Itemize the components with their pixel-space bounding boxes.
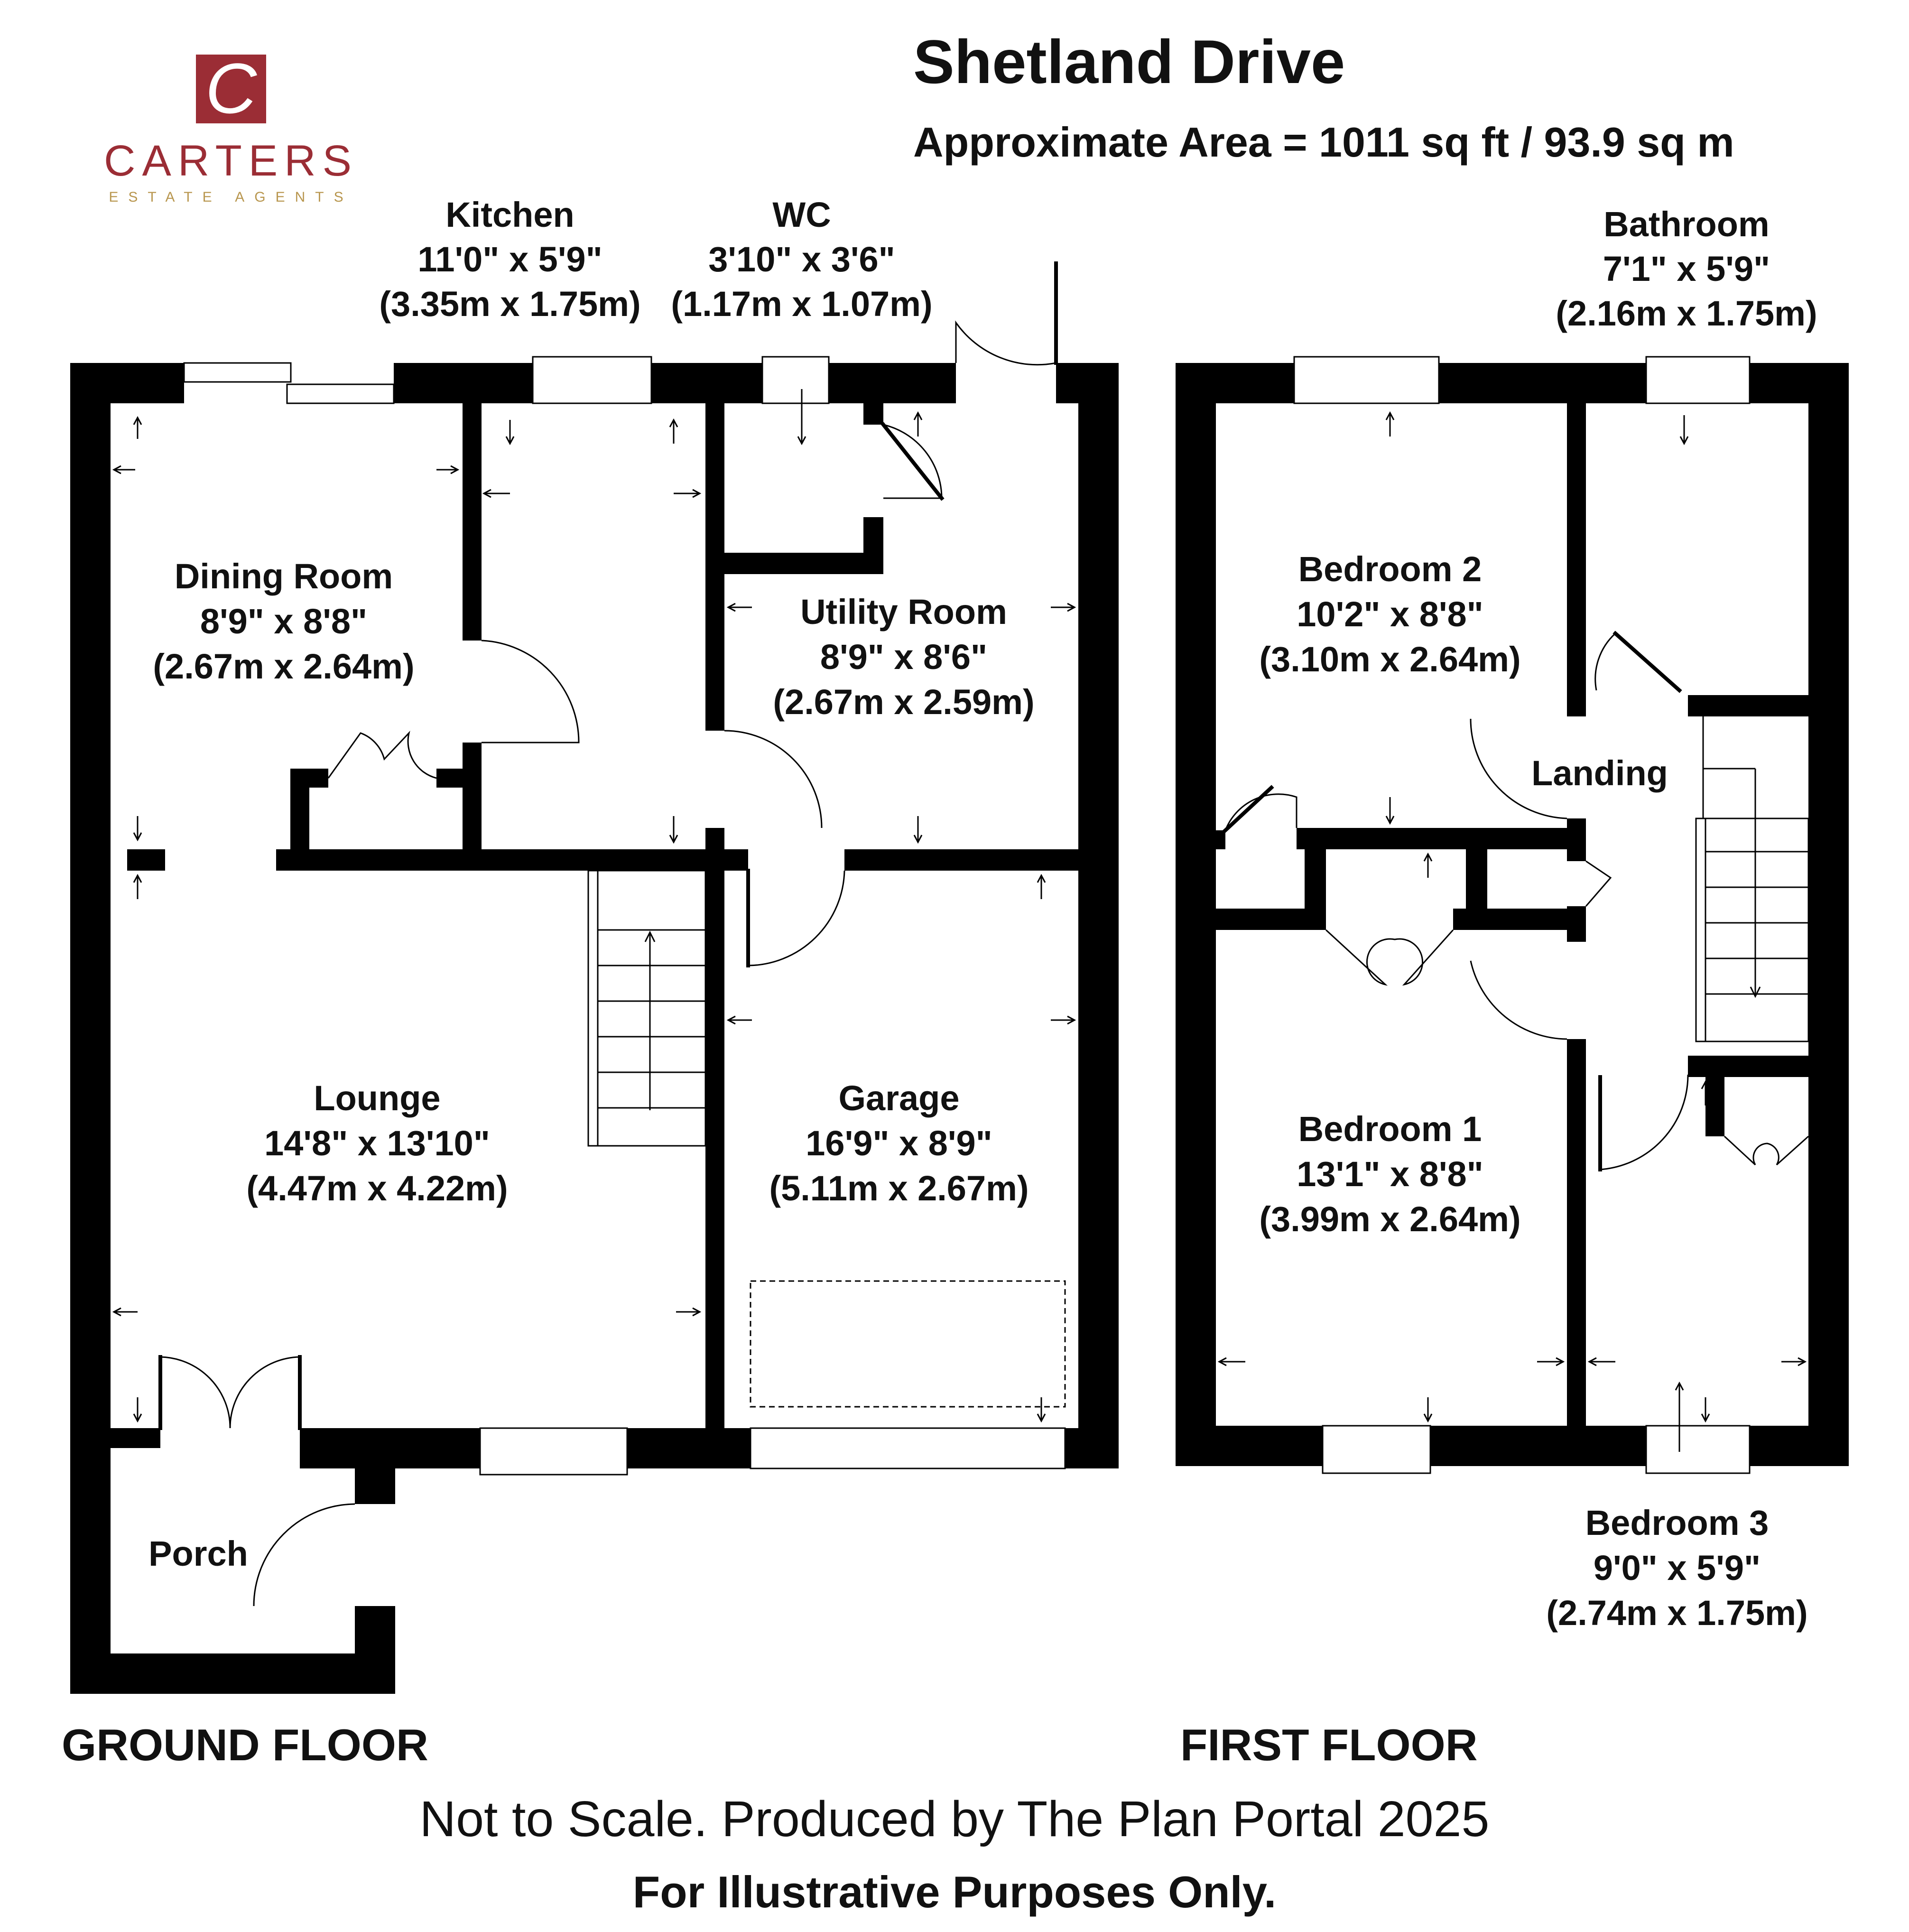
wall (1176, 1426, 1323, 1466)
stairs (1696, 716, 1808, 1041)
wall (863, 403, 883, 425)
first-floor (1176, 357, 1849, 1473)
room-size-metric: (2.67m x 2.59m) (773, 682, 1035, 722)
window (1323, 1426, 1430, 1473)
wall (70, 363, 184, 403)
wall (705, 828, 724, 1468)
wall (70, 1428, 160, 1448)
room-size-imperial: 16'9" x 8'9" (806, 1124, 992, 1163)
room-label-garage (769, 1078, 1029, 1208)
garage-door (751, 1428, 1065, 1468)
logo-tagline: ESTATE AGENTS (109, 189, 353, 205)
room-name: Bedroom 2 (1298, 549, 1482, 589)
room-size-imperial: 14'8" x 13'10" (264, 1124, 490, 1163)
logo-mark-letter: C (205, 48, 257, 128)
room-label-bedroom-1 (1259, 1109, 1520, 1239)
room-name: Bedroom 3 (1585, 1503, 1769, 1542)
wall (355, 1428, 395, 1504)
room-size-metric: (3.99m x 2.64m) (1259, 1199, 1521, 1239)
window (184, 363, 291, 382)
wall (463, 403, 482, 641)
room-size-metric: (2.67m x 2.64m) (153, 647, 415, 686)
room-name: Garage (838, 1078, 960, 1118)
wall (863, 517, 883, 574)
room-size-metric: (3.10m x 2.64m) (1259, 640, 1521, 679)
window (1646, 357, 1750, 403)
room-size-metric: (4.47m x 4.22m) (246, 1169, 508, 1208)
door-leaf (1225, 788, 1271, 830)
room-size-metric: (5.11m x 2.67m) (769, 1169, 1029, 1208)
wall (1176, 363, 1294, 403)
room-size-imperial: 8'9" x 8'6" (820, 637, 988, 677)
wall (1567, 906, 1586, 942)
wall (1216, 830, 1225, 849)
wall (705, 553, 883, 574)
wall (1176, 363, 1216, 1466)
first-floor-label: FIRST FLOOR (1180, 1720, 1478, 1770)
door-leaf (883, 425, 942, 498)
room-size-imperial: 13'1" x 8'8" (1297, 1154, 1483, 1194)
wall (394, 363, 956, 403)
wall (1439, 363, 1646, 403)
wall (1567, 818, 1586, 861)
room-name: WC (772, 195, 831, 234)
wall (1466, 849, 1487, 911)
wall (355, 1606, 395, 1694)
ground-floor-label: GROUND FLOOR (62, 1720, 428, 1770)
wall (290, 769, 328, 788)
wall (1750, 363, 1849, 403)
room-label-dining-room (153, 557, 414, 686)
door-swing (328, 733, 436, 778)
scale-disclaimer: Not to Scale. Produced by The Plan Portal 2025 (419, 1791, 1490, 1847)
room-name: Kitchen (445, 195, 575, 234)
door-swing (956, 323, 1056, 365)
room-label-bedroom-3 (1546, 1503, 1807, 1633)
door-swing (748, 871, 844, 966)
room-name: Dining Room (174, 557, 393, 596)
room-name: Bedroom 1 (1298, 1109, 1482, 1149)
area-summary: Approximate Area = 1011 sq ft / 93.9 sq m (913, 119, 1734, 166)
wall (70, 363, 111, 1694)
room-name: Lounge (314, 1078, 441, 1118)
window (1646, 1426, 1750, 1473)
wall (276, 849, 724, 871)
wall (70, 1653, 395, 1694)
wall (1453, 909, 1567, 930)
door-swing (1724, 1136, 1808, 1165)
window (762, 357, 829, 403)
door-swing (254, 1504, 355, 1606)
wall (1567, 1039, 1586, 1466)
door-swing (482, 641, 579, 743)
ground-floor (70, 263, 1119, 1694)
room-label-kitchen (379, 195, 640, 324)
window (533, 357, 651, 403)
room-label-bathroom (1556, 204, 1817, 333)
room-size-metric: (2.16m x 1.75m) (1556, 294, 1817, 333)
garage-door-outline (751, 1281, 1065, 1407)
dimension-markers (114, 389, 1075, 1421)
illustrative-disclaimer: For Illustrative Purposes Only. (632, 1867, 1277, 1917)
room-label-bedroom-2 (1259, 549, 1520, 679)
wall (1216, 909, 1326, 930)
wall (1065, 1428, 1119, 1468)
wall (436, 769, 474, 788)
door-leaf (1615, 633, 1679, 690)
room-name: Bathroom (1603, 204, 1770, 244)
room-size-metric: (2.74m x 1.75m) (1546, 1593, 1808, 1633)
wall (844, 849, 1119, 871)
door-swing (1586, 861, 1611, 906)
room-size-imperial: 7'1" x 5'9" (1603, 249, 1770, 288)
wall (127, 849, 165, 871)
wall (1688, 695, 1808, 716)
door-swing (230, 1357, 300, 1428)
room-label-porch (148, 1534, 248, 1573)
room-size-metric: (1.17m x 1.07m) (671, 284, 933, 324)
room-name: Utility Room (800, 592, 1007, 632)
room-size-imperial: 8'9" x 8'8" (200, 602, 368, 641)
carters-logo (104, 48, 358, 205)
wall (1567, 403, 1586, 716)
wall (705, 849, 748, 871)
room-name: Landing (1531, 753, 1668, 793)
room-size-metric: (3.35m x 1.75m) (379, 284, 641, 324)
wall (627, 1428, 751, 1468)
wall (1808, 363, 1849, 1466)
logo-name: CARTERS (104, 137, 358, 185)
door-swing (1326, 930, 1453, 985)
room-size-imperial: 11'0" x 5'9" (417, 240, 602, 279)
wall (1297, 828, 1567, 849)
room-label-wc (671, 195, 932, 324)
window (287, 384, 394, 403)
wall (1078, 363, 1119, 1468)
door-swing (1595, 633, 1615, 690)
plan-title: Shetland Drive (913, 27, 1345, 96)
wall (1430, 1426, 1646, 1466)
door-swing (1471, 961, 1567, 1039)
door-swing (1600, 1075, 1688, 1170)
room-size-imperial: 3'10" x 3'6" (708, 240, 895, 279)
window (1294, 357, 1439, 403)
room-label-lounge (246, 1078, 508, 1208)
room-name: Porch (148, 1534, 248, 1573)
door-swing (724, 731, 822, 828)
window (480, 1428, 627, 1475)
room-label-landing (1531, 753, 1668, 793)
wall (1305, 849, 1326, 911)
room-label-utility-room (773, 592, 1034, 722)
wall (1750, 1426, 1849, 1466)
room-size-imperial: 10'2" x 8'8" (1297, 594, 1483, 634)
room-size-imperial: 9'0" x 5'9" (1593, 1548, 1761, 1588)
stairs (588, 871, 705, 1146)
door-swing (160, 1357, 230, 1428)
wall (1688, 1056, 1808, 1077)
